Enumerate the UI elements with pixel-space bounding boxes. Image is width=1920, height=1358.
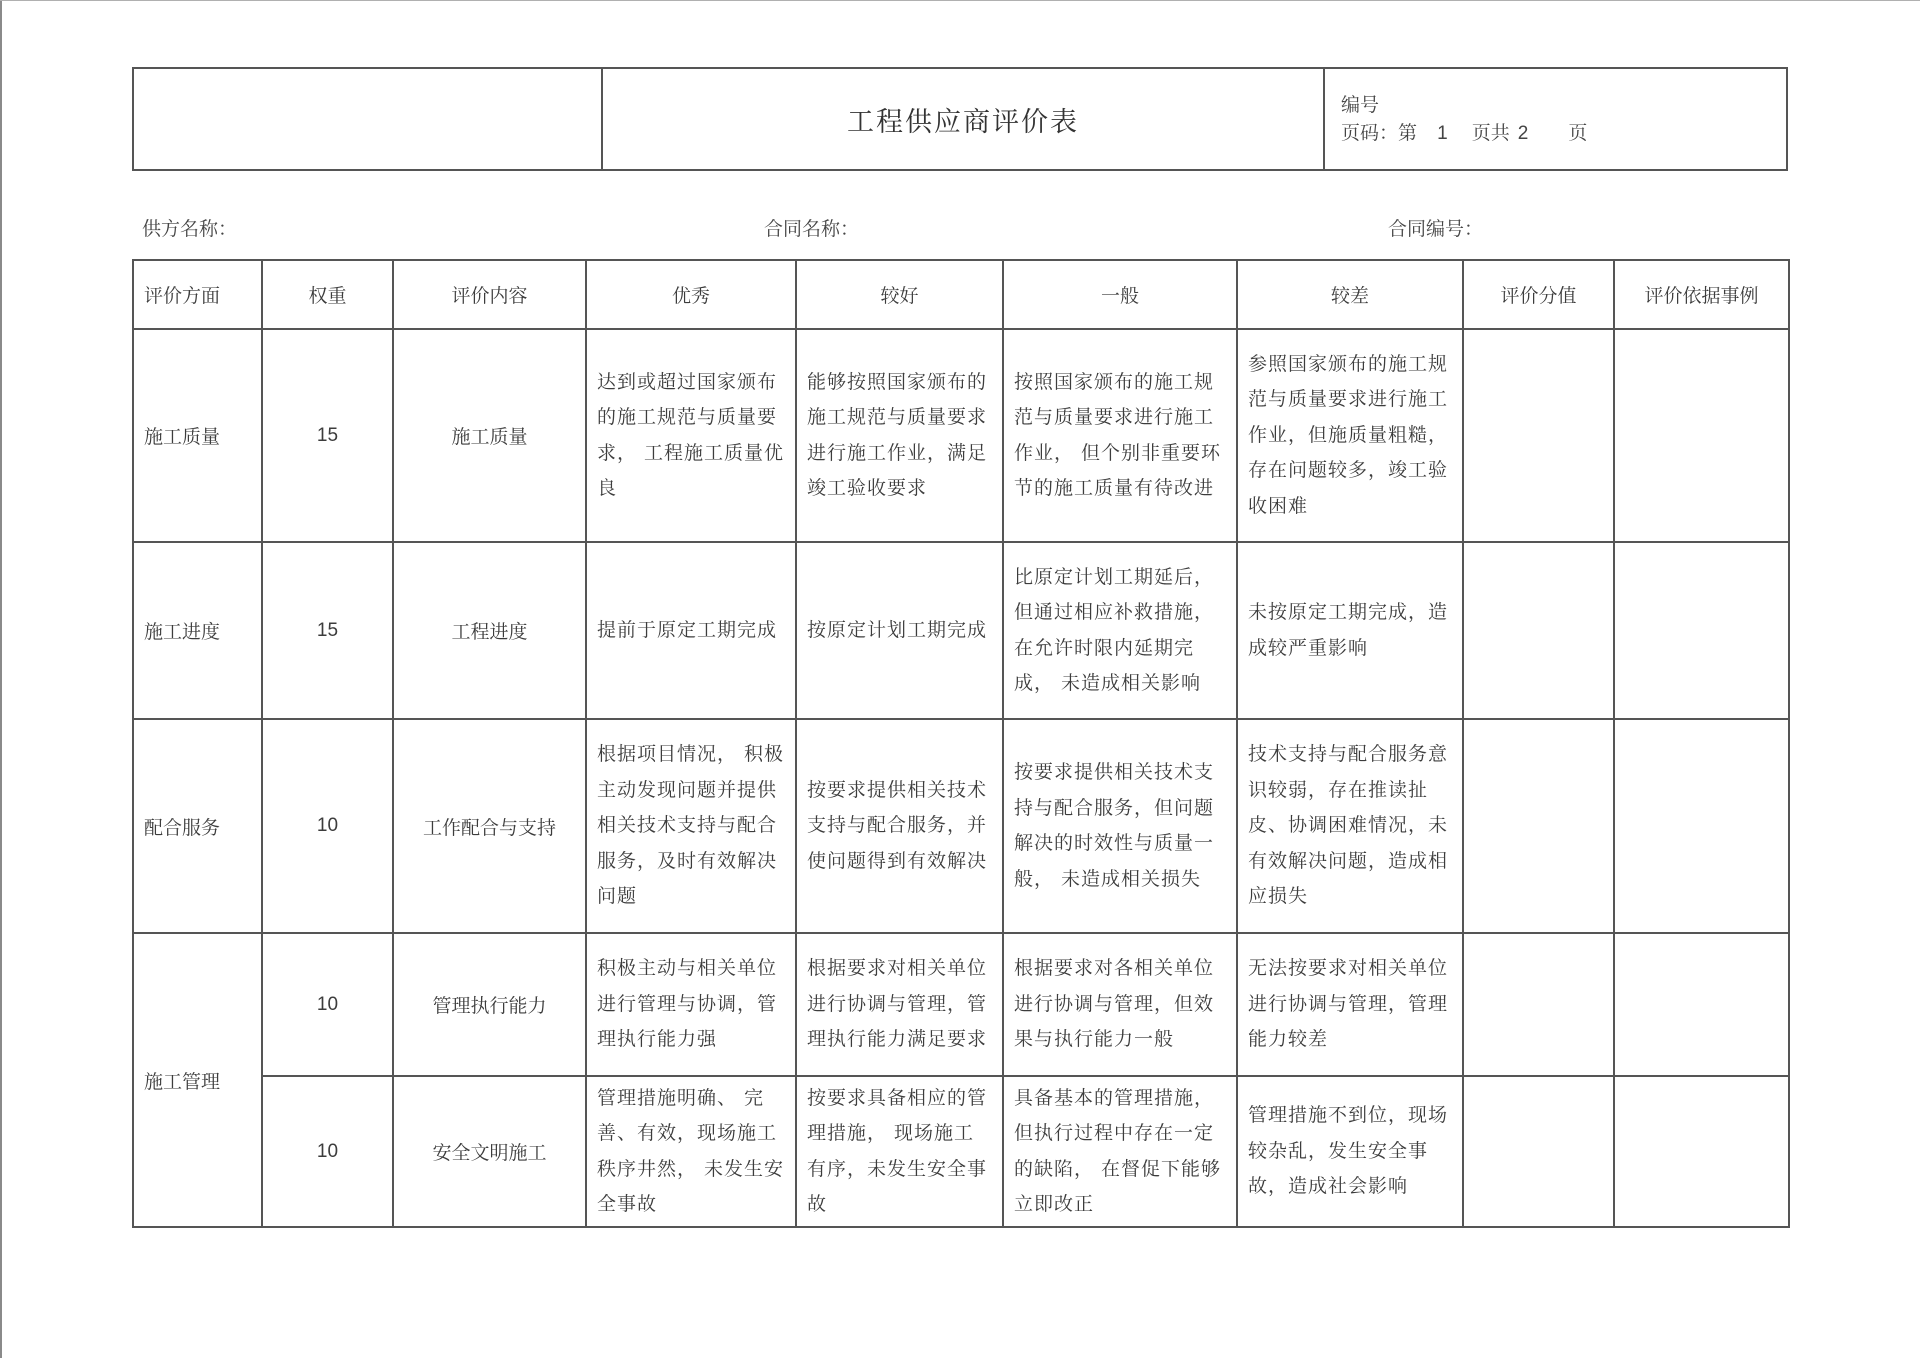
table-row xyxy=(133,329,1789,542)
good-cell: 按原定计划工期完成 xyxy=(796,542,1003,719)
code-label: 编号 xyxy=(1341,94,1380,116)
content-cell: 管理执行能力 xyxy=(393,933,586,1076)
form-meta xyxy=(1325,69,1786,169)
table-row xyxy=(133,719,1789,933)
score-cell[interactable] xyxy=(1463,933,1614,1076)
header-average: 一般 xyxy=(1003,260,1237,329)
table-row xyxy=(133,933,1789,1076)
page-edge xyxy=(0,0,2,1358)
poor-cell: 未按原定工期完成，造成较严重影响 xyxy=(1237,542,1463,719)
page-total: 2 xyxy=(1517,123,1529,144)
excellent-cell: 提前于原定工期完成 xyxy=(586,542,796,719)
aspect-cell: 施工管理 xyxy=(133,933,262,1227)
page-line xyxy=(1341,119,1786,148)
header-poor: 较差 xyxy=(1237,260,1463,329)
contract-no-label: 合同编号： xyxy=(1388,218,1484,240)
form-header xyxy=(132,67,1788,171)
weight-cell: 15 xyxy=(262,542,393,719)
header-good: 较好 xyxy=(796,260,1003,329)
good-cell: 按要求提供相关技术支持与配合服务，并使问题得到有效解决 xyxy=(796,719,1003,933)
average-cell: 按要求提供相关技术支持与配合服务，但问题解决的时效性与质量一般， 未造成相关损失 xyxy=(1003,719,1237,933)
evidence-cell[interactable] xyxy=(1614,329,1789,542)
code-line xyxy=(1341,91,1786,119)
aspect-cell: 施工进度 xyxy=(133,542,262,719)
aspect-cell: 施工质量 xyxy=(133,329,262,542)
header-evidence: 评价依据事例 xyxy=(1614,260,1789,329)
good-cell: 能够按照国家颁布的施工规范与质量要求进行施工作业，满足竣工验收要求 xyxy=(796,329,1003,542)
poor-cell: 参照国家颁布的施工规范与质量要求进行施工作业，但施质量粗糙，存在问题较多，竣工验收困难 xyxy=(1237,329,1463,542)
contract-name-label: 合同名称： xyxy=(764,218,860,240)
average-cell: 根据要求对各相关单位进行协调与管理，但效果与执行能力一般 xyxy=(1003,933,1237,1076)
weight-cell: 15 xyxy=(262,329,393,542)
content-cell: 安全文明施工 xyxy=(393,1076,586,1227)
good-cell: 根据要求对相关单位进行协调与管理，管理执行能力满足要求 xyxy=(796,933,1003,1076)
excellent-cell: 达到或超过国家颁布的施工规范与质量要求， 工程施工质量优良 xyxy=(586,329,796,542)
score-cell[interactable] xyxy=(1463,329,1614,542)
weight-cell: 10 xyxy=(262,933,393,1076)
table-row xyxy=(133,542,1789,719)
score-cell[interactable] xyxy=(1463,719,1614,933)
table-header-row xyxy=(133,260,1789,329)
evidence-cell[interactable] xyxy=(1614,1076,1789,1227)
average-cell: 具备基本的管理措施，但执行过程中存在一定的缺陷， 在督促下能够立即改正 xyxy=(1003,1076,1237,1227)
form-title: 工程供应商评价表 xyxy=(603,69,1325,169)
score-cell[interactable] xyxy=(1463,542,1614,719)
content-cell: 工程进度 xyxy=(393,542,586,719)
good-cell: 按要求具备相应的管理措施， 现场施工有序，未发生安全事故 xyxy=(796,1076,1003,1227)
page-edge-top xyxy=(0,0,1920,1)
poor-cell: 管理措施不到位，现场较杂乱，发生安全事故，造成社会影响 xyxy=(1237,1076,1463,1227)
evaluation-table xyxy=(132,259,1790,1228)
header-weight: 权重 xyxy=(262,260,393,329)
weight-cell: 10 xyxy=(262,719,393,933)
table-row xyxy=(133,1076,1789,1227)
header-score: 评价分值 xyxy=(1463,260,1614,329)
poor-cell: 技术支持与配合服务意识较弱，存在推读扯皮、协调困难情况，未有效解决问题，造成相应损失 xyxy=(1237,719,1463,933)
page-current: 1 xyxy=(1437,123,1448,144)
page-suffix: 页 xyxy=(1568,122,1588,144)
logo-cell xyxy=(134,69,603,169)
evidence-cell[interactable] xyxy=(1614,933,1789,1076)
page-total-label: 页共 xyxy=(1471,122,1510,144)
excellent-cell: 积极主动与相关单位进行管理与协调，管理执行能力强 xyxy=(586,933,796,1076)
score-cell[interactable] xyxy=(1463,1076,1614,1227)
header-content: 评价内容 xyxy=(393,260,586,329)
content-cell: 施工质量 xyxy=(393,329,586,542)
header-aspect: 评价方面 xyxy=(133,260,262,329)
content-cell: 工作配合与支持 xyxy=(393,719,586,933)
average-cell: 比原定计划工期延后，但通过相应补救措施，在允许时限内延期完成， 未造成相关影响 xyxy=(1003,542,1237,719)
excellent-cell: 根据项目情况， 积极主动发现问题并提供相关技术支持与配合服务，及时有效解决问题 xyxy=(586,719,796,933)
excellent-cell: 管理措施明确、 完善、有效，现场施工秩序井然， 未发生安全事故 xyxy=(586,1076,796,1227)
poor-cell: 无法按要求对相关单位进行协调与管理，管理能力较差 xyxy=(1237,933,1463,1076)
page-label: 页码：第 xyxy=(1341,122,1418,144)
aspect-cell: 配合服务 xyxy=(133,719,262,933)
evidence-cell[interactable] xyxy=(1614,719,1789,933)
evidence-cell[interactable] xyxy=(1614,542,1789,719)
header-excellent: 优秀 xyxy=(586,260,796,329)
average-cell: 按照国家颁布的施工规范与质量要求进行施工作业， 但个别非重要环节的施工质量有待改进 xyxy=(1003,329,1237,542)
weight-cell: 10 xyxy=(262,1076,393,1227)
supplier-name-label: 供方名称： xyxy=(142,218,238,240)
